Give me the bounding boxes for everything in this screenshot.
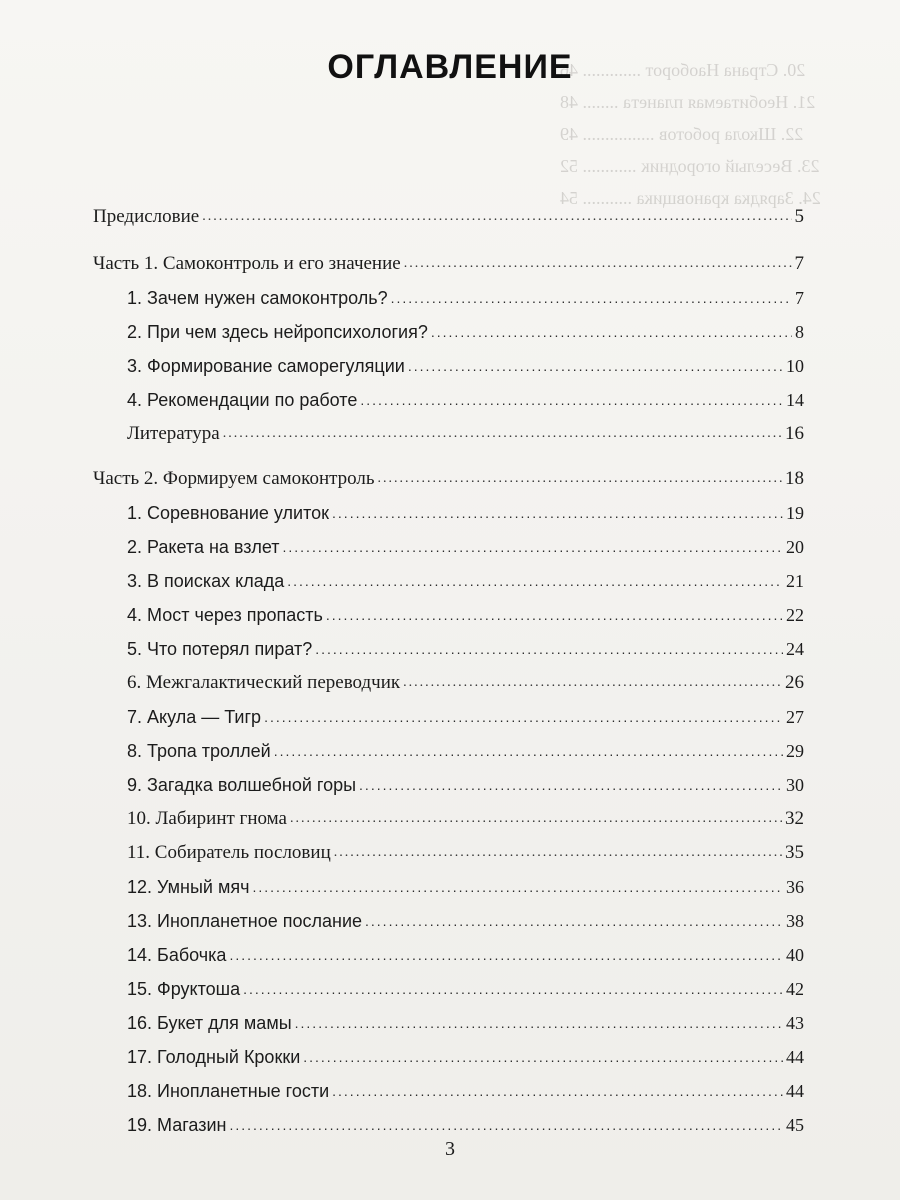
toc-entry[interactable] — [127, 800, 804, 830]
toc-entry[interactable] — [127, 279, 804, 309]
toc-entry-label: 19. Магазин — [127, 1115, 227, 1135]
toc-entry[interactable] — [93, 198, 804, 228]
dot-leader — [404, 257, 792, 271]
toc-entry[interactable] — [127, 313, 804, 343]
dot-leader — [264, 710, 783, 724]
toc-entry[interactable] — [127, 596, 804, 626]
toc-entry-label: 18. Инопланетные гости — [127, 1081, 330, 1101]
dot-leader — [332, 506, 783, 520]
toc-entry-page: 30 — [786, 775, 804, 795]
dot-leader — [252, 880, 783, 894]
toc-entry[interactable] — [127, 1038, 804, 1068]
toc-entry-label: Литература — [127, 423, 220, 444]
toc-entry[interactable] — [127, 834, 804, 864]
toc-entry-label: 4. Мост через пропасть — [127, 605, 323, 625]
toc-entry-page: 5 — [794, 206, 804, 227]
toc-entry[interactable] — [127, 936, 804, 966]
dot-leader — [365, 914, 783, 928]
dot-leader — [303, 1050, 783, 1064]
toc-entry-label: 2. Ракета на взлет — [127, 537, 280, 557]
toc-entry[interactable] — [127, 732, 804, 762]
toc-entry[interactable] — [127, 347, 804, 377]
toc-entry-label: Часть 2. Формируем самоконтроль — [93, 468, 375, 489]
toc-entry[interactable] — [93, 245, 804, 275]
show-through-text: 22. Школа роботов ................ 49 — [560, 124, 804, 144]
dot-leader — [274, 744, 783, 758]
toc-entry-label: 14. Бабочка — [127, 945, 227, 965]
toc-entry[interactable] — [127, 902, 804, 932]
toc-entry[interactable] — [127, 494, 804, 524]
toc-entry-label: 10. Лабиринт гнома — [127, 808, 287, 829]
show-through-text: 21. Необитаемая планета ........ 48 — [560, 92, 816, 112]
toc-entry-page: 29 — [786, 741, 804, 761]
toc-entry-label: Часть 1. Самоконтроль и его значение — [93, 253, 401, 274]
toc-entry-page: 8 — [795, 322, 804, 342]
toc-entry[interactable] — [127, 1072, 804, 1102]
dot-leader — [295, 1016, 783, 1030]
toc-entry-label: 17. Голодный Крокки — [127, 1047, 301, 1067]
toc-entry-page: 16 — [785, 423, 804, 444]
show-through-text: 24. Зарядка крановщика ........... 54 — [560, 188, 821, 208]
toc-entry-page: 35 — [785, 842, 804, 863]
toc-entry-page: 45 — [786, 1115, 804, 1135]
toc-entry-page: 40 — [786, 945, 804, 965]
toc-entry-label: 8. Тропа троллей — [127, 741, 271, 761]
toc-entry[interactable] — [127, 1004, 804, 1034]
dot-leader — [290, 812, 782, 826]
toc-entry-page: 38 — [786, 911, 804, 931]
toc-entry-label: 1. Соревнование улиток — [127, 503, 330, 523]
toc-entry[interactable] — [127, 562, 804, 592]
toc-entry[interactable] — [127, 970, 804, 1000]
dot-leader — [283, 540, 784, 554]
toc-entry-label: 3. В поисках клада — [127, 571, 285, 591]
dot-leader — [359, 778, 783, 792]
toc-entry-label: 4. Рекомендации по работе — [127, 390, 358, 410]
dot-leader — [202, 210, 791, 224]
dot-leader — [229, 948, 783, 962]
toc-entry[interactable] — [127, 766, 804, 796]
dot-leader — [391, 291, 792, 305]
dot-leader — [334, 846, 782, 860]
toc-entry-page: 21 — [786, 571, 804, 591]
dot-leader — [315, 642, 783, 656]
toc-entry[interactable] — [127, 664, 804, 694]
toc-entry-page: 7 — [795, 288, 804, 308]
toc-entry-page: 44 — [786, 1081, 804, 1101]
toc-entry[interactable] — [127, 415, 804, 445]
toc-entry-page: 36 — [786, 877, 804, 897]
dot-leader — [332, 1084, 783, 1098]
toc-entry-label: Предисловие — [93, 206, 200, 227]
toc-entry-page: 27 — [786, 707, 804, 727]
dot-leader — [326, 608, 783, 622]
toc-entry-label: 12. Умный мяч — [127, 877, 250, 897]
toc-entry-page: 19 — [786, 503, 804, 523]
toc-entry[interactable] — [127, 630, 804, 660]
toc-entry-page: 42 — [786, 979, 804, 999]
toc-entry-page: 18 — [785, 468, 804, 489]
toc-entry-page: 10 — [786, 356, 804, 376]
toc-entry-label: 11. Собиратель пословиц — [127, 842, 331, 863]
dot-leader — [287, 574, 783, 588]
show-through-text: 20. Страна Наоборот ............. 46 — [560, 60, 806, 80]
toc-entry-page: 32 — [785, 808, 804, 829]
toc-entry-label: 2. При чем здесь нейропсихология? — [127, 322, 428, 342]
page-title: ОГЛАВЛЕНИЕ — [327, 48, 573, 86]
toc-entry-page: 24 — [786, 639, 804, 659]
toc-entry-page: 7 — [794, 253, 804, 274]
dot-leader — [360, 393, 783, 407]
toc-entry[interactable] — [127, 528, 804, 558]
toc-entry-page: 22 — [786, 605, 804, 625]
dot-leader — [243, 982, 783, 996]
toc-entry-page: 44 — [786, 1047, 804, 1067]
toc-entry-label: 9. Загадка волшебной горы — [127, 775, 357, 795]
toc-entry-label: 15. Фруктоша — [127, 979, 241, 999]
dot-leader — [403, 676, 782, 690]
toc-entry[interactable] — [127, 698, 804, 728]
dot-leader — [408, 359, 783, 373]
toc-entry-label: 16. Букет для мамы — [127, 1013, 292, 1033]
toc-entry[interactable] — [127, 1106, 804, 1136]
dot-leader — [378, 472, 782, 486]
toc-entry[interactable] — [127, 381, 804, 411]
toc-entry-label: 7. Акула — Тигр — [127, 707, 262, 727]
toc-entry-page: 43 — [786, 1013, 804, 1033]
dot-leader — [431, 325, 792, 339]
toc-entry-page: 14 — [786, 390, 804, 410]
page-number: 3 — [445, 1138, 455, 1160]
toc-entry-page: 26 — [785, 672, 804, 693]
toc-entry-label: 5. Что потерял пират? — [127, 639, 313, 659]
toc-entry-label: 3. Формирование саморегуляции — [127, 356, 405, 376]
dot-leader — [229, 1118, 783, 1132]
toc-entry-label: 13. Инопланетное послание — [127, 911, 363, 931]
toc-entry[interactable] — [127, 868, 804, 898]
toc-entry-label: 1. Зачем нужен самоконтроль? — [127, 288, 388, 308]
dot-leader — [223, 427, 782, 441]
toc-entry[interactable] — [93, 460, 804, 490]
toc-entry-page: 20 — [786, 537, 804, 557]
show-through-text: 23. Веселый огородник ............ 52 — [560, 156, 820, 176]
toc-entry-label: 6. Межгалактический переводчик — [127, 672, 401, 693]
